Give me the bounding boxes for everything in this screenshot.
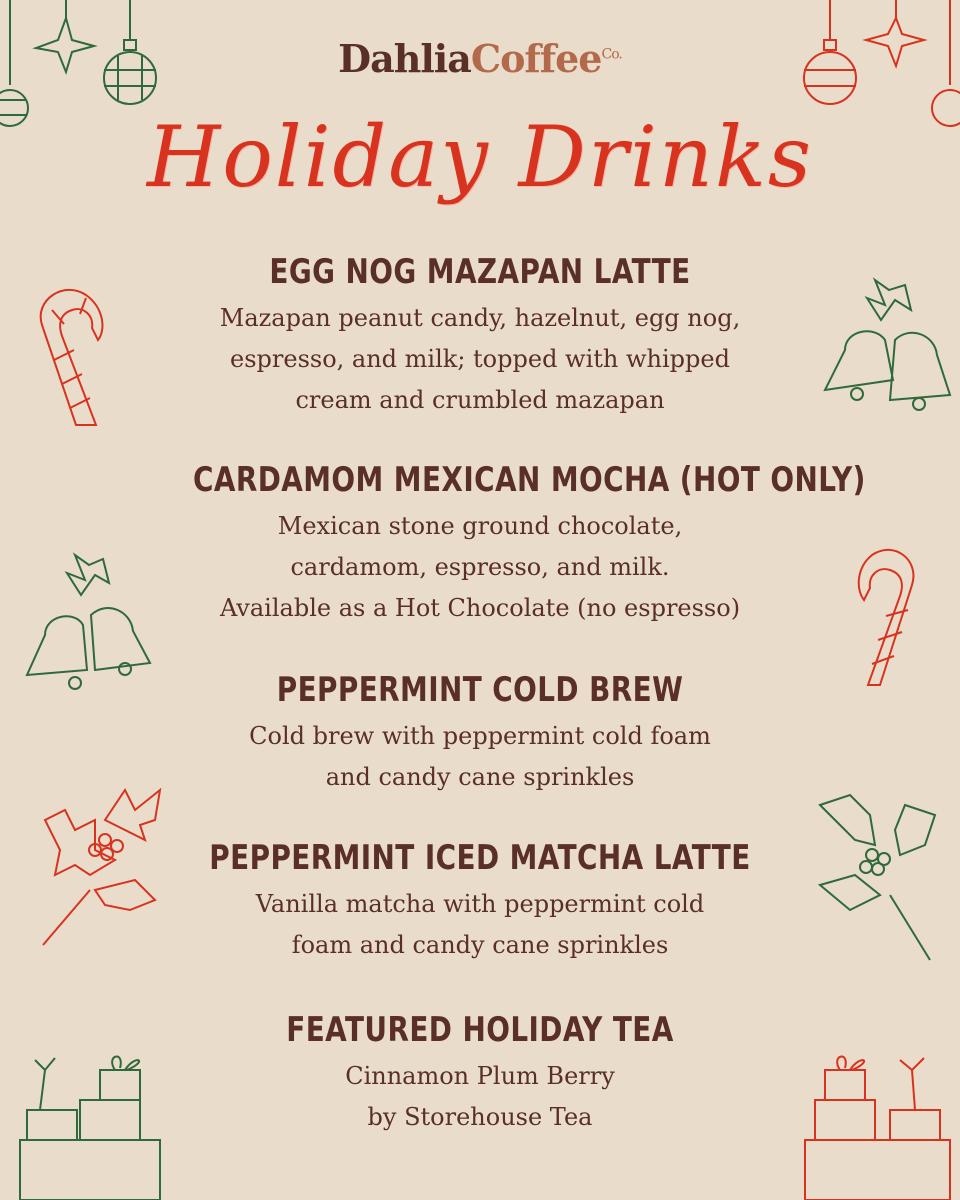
item-description xyxy=(130,298,830,421)
item-description xyxy=(130,1056,830,1138)
item-desc-line: Vanilla matcha with peppermint cold xyxy=(255,890,705,918)
item-desc-line: espresso, and milk; topped with whipped xyxy=(230,345,730,373)
candy-cane-left-icon xyxy=(14,280,114,435)
item-desc-line: Cold brew with peppermint cold foam xyxy=(249,722,711,750)
item-desc-line: Cinnamon Plum Berry xyxy=(345,1062,615,1090)
item-desc-line: by Storehouse Tea xyxy=(367,1103,593,1131)
item-name: PEPPERMINT ICED MATCHA LATTE xyxy=(209,838,751,878)
item-desc-line: foam and candy cane sprinkles xyxy=(291,931,669,959)
item-name: FEATURED HOLIDAY TEA xyxy=(286,1010,674,1050)
brand-name-part2: Coffee xyxy=(470,36,602,81)
bells-right-icon xyxy=(815,270,960,440)
brand-suffix: Co. xyxy=(601,46,622,63)
item-desc-line: cardamom, espresso, and milk. xyxy=(290,553,670,581)
item-name: PEPPERMINT COLD BREW xyxy=(276,670,684,710)
item-desc-line: Mazapan peanut candy, hazelnut, egg nog, xyxy=(219,304,741,332)
holly-right-icon xyxy=(810,785,950,965)
menu-item xyxy=(130,670,830,798)
item-description xyxy=(130,506,830,629)
menu-item xyxy=(130,460,866,629)
item-description xyxy=(130,884,830,966)
item-description xyxy=(130,716,830,798)
brand-logo xyxy=(0,36,960,81)
menu-item xyxy=(130,1010,830,1138)
candy-cane-right-icon xyxy=(850,540,950,695)
item-name: CARDAMOM MEXICAN MOCHA (HOT ONLY) xyxy=(193,460,866,500)
page-title: Holiday Drinks xyxy=(146,108,814,206)
item-desc-line: cream and crumbled mazapan xyxy=(295,386,665,414)
item-name: EGG NOG MAZAPAN LATTE xyxy=(269,252,691,292)
menu-item xyxy=(130,838,830,966)
item-desc-line: and candy cane sprinkles xyxy=(325,763,635,791)
menu-item xyxy=(130,252,830,421)
item-desc-line: Available as a Hot Chocolate (no espresso) xyxy=(219,594,741,622)
item-desc-line: Mexican stone ground chocolate, xyxy=(277,512,683,540)
brand-name-part1: Dahlia xyxy=(338,36,471,81)
